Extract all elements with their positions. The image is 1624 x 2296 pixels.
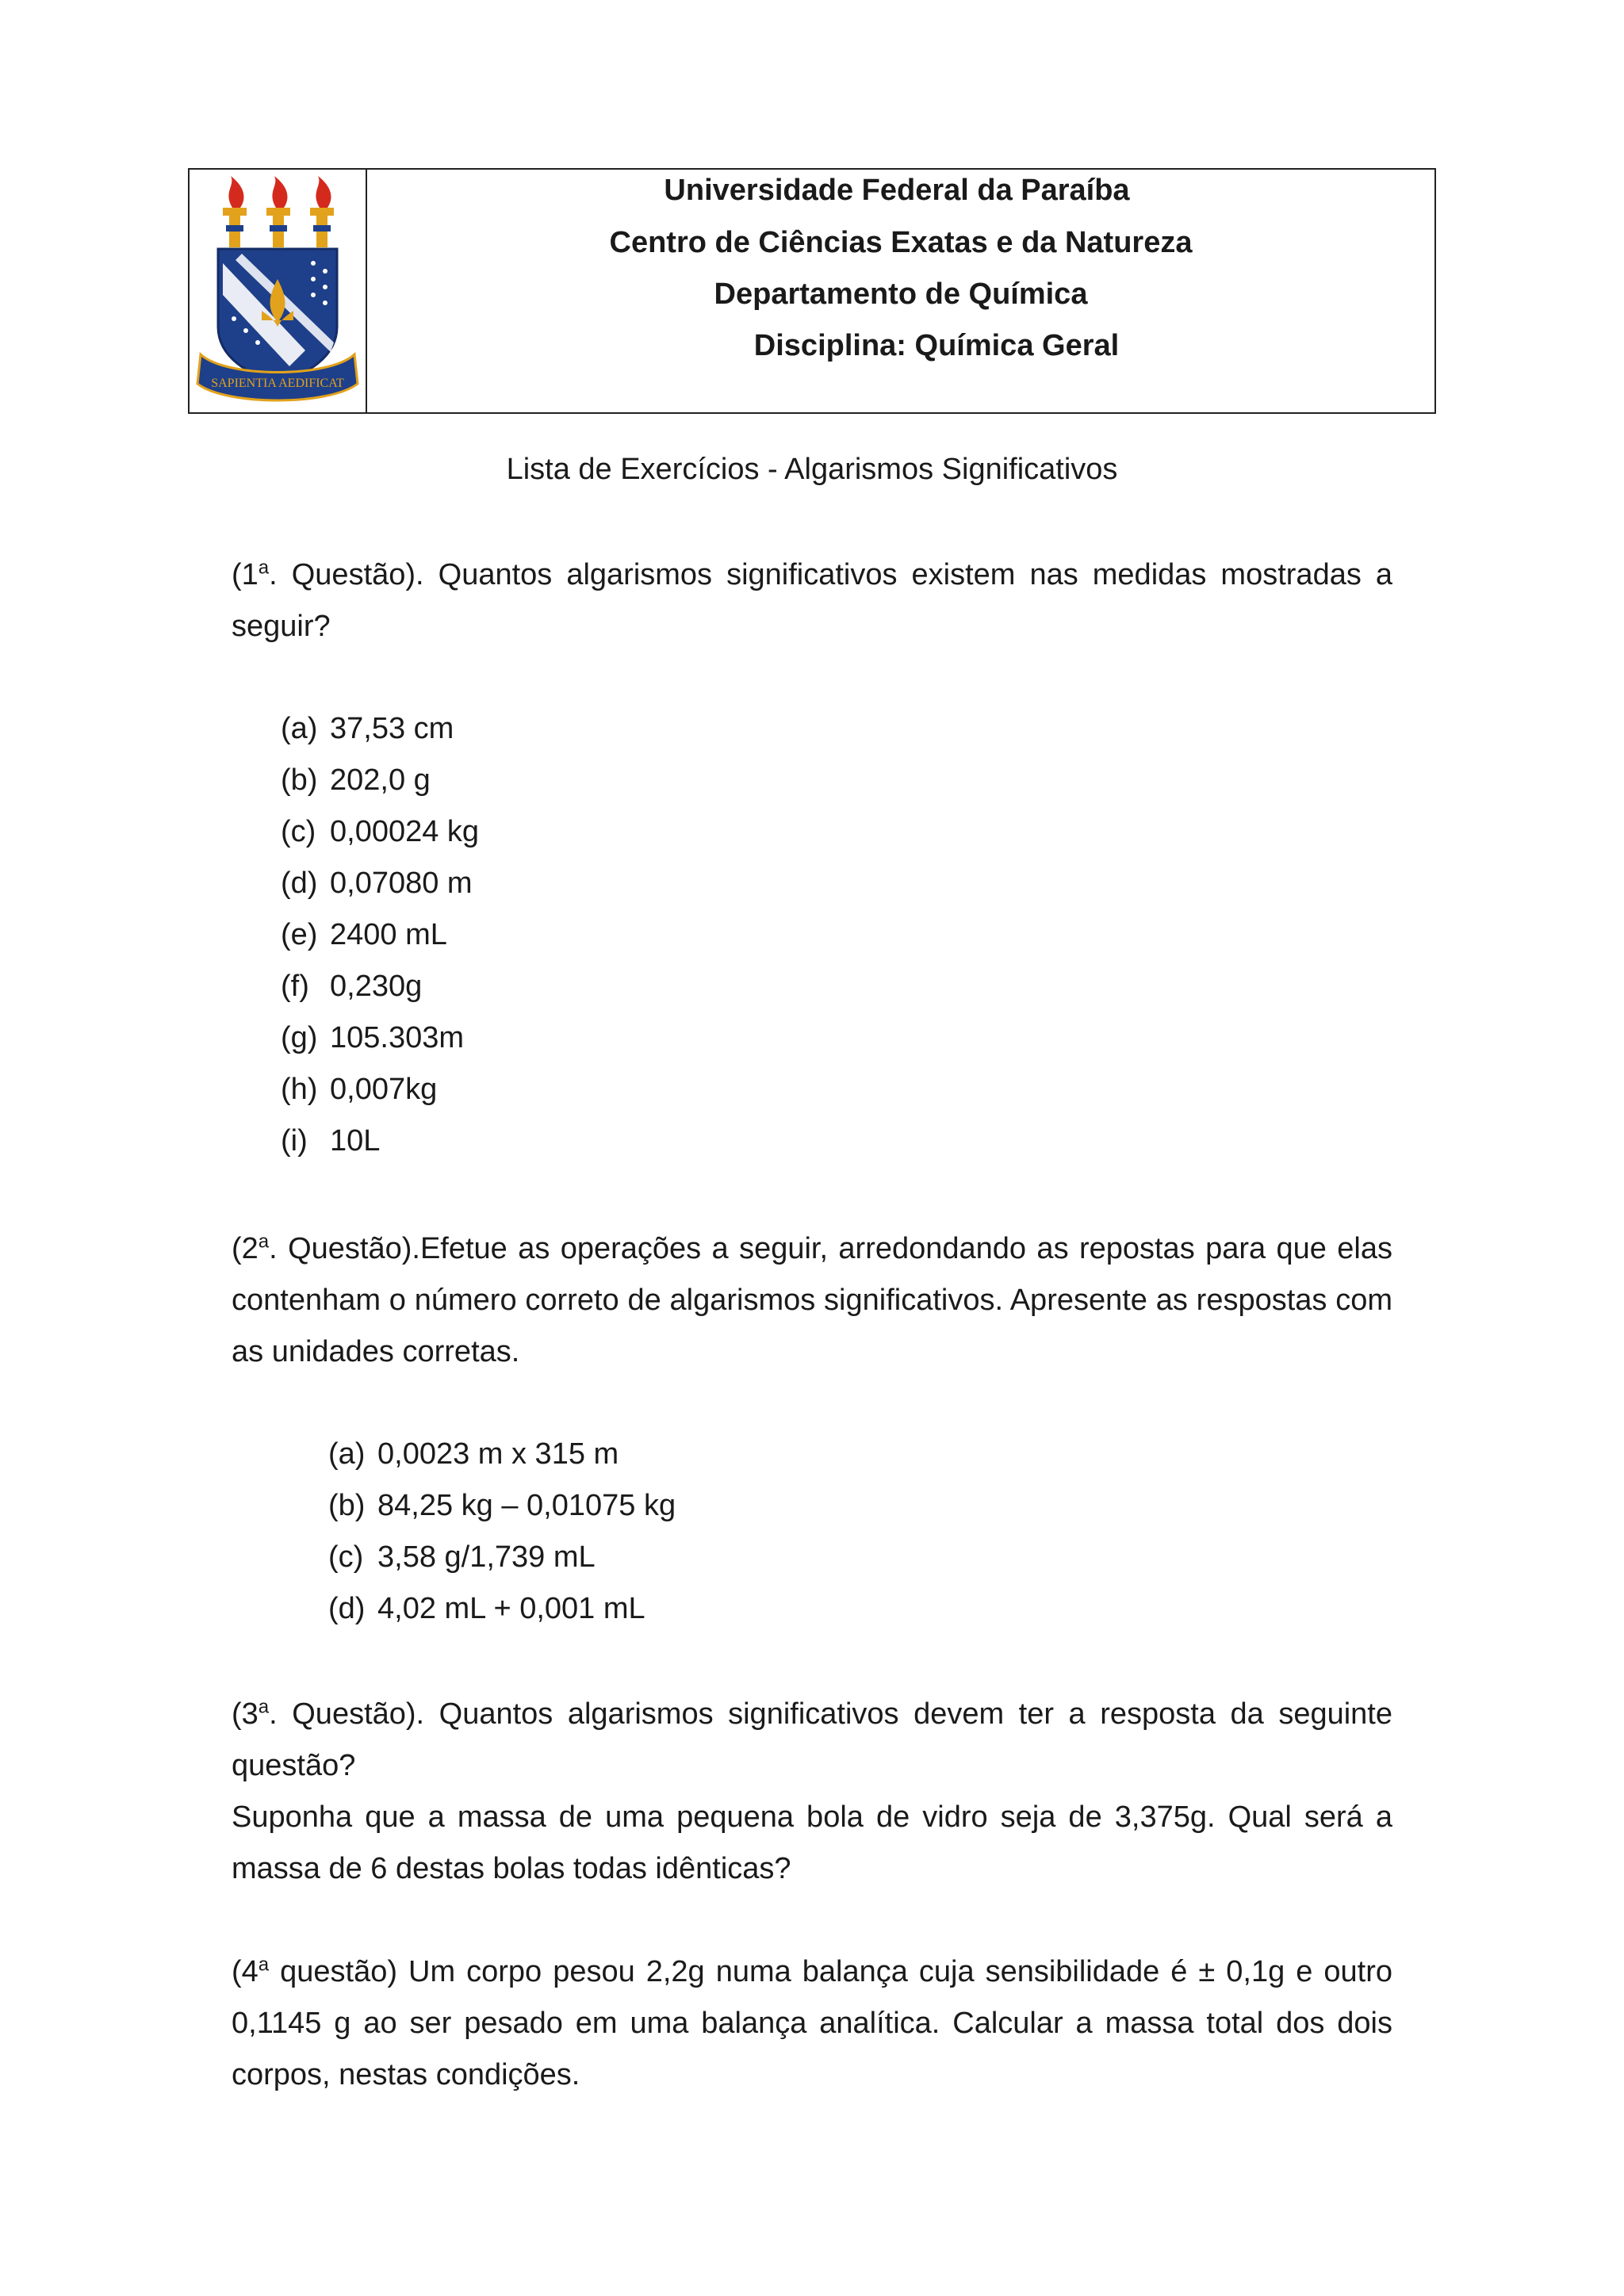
- question-1-items: [281, 703, 479, 1167]
- question-3-prefix: (3: [232, 1697, 259, 1731]
- list-item: (i) 10L: [281, 1124, 381, 1158]
- question-4-ordinal: a: [258, 1954, 270, 1976]
- question-2-items: [328, 1429, 676, 1635]
- question-2-body: . Questão).Efetue as operações a seguir, arredondando as repostas para que elas contenham o número correto de algarismos significativos. Apresente as respostas com as unidades corretas.: [232, 1232, 1392, 1368]
- list-item: (d) 0,07080 m: [281, 867, 473, 900]
- logo-motto: SAPIENTIA AEDIFICAT: [211, 377, 344, 390]
- question-3-ordinal: a: [258, 1696, 270, 1718]
- list-item: (c) 0,00024 kg: [281, 815, 480, 848]
- discipline-name: Disciplina: Química Geral: [753, 329, 1120, 362]
- list-item: (a) 37,53 cm: [281, 712, 454, 745]
- list-item: (b) 84,25 kg – 0,01075 kg: [328, 1489, 676, 1522]
- question-1-body: . Questão). Quantos algarismos significativos existem nas medidas mostradas a seguir?: [232, 558, 1392, 643]
- question-3-text: [232, 1689, 1392, 1792]
- question-4-prefix: (4: [232, 1955, 259, 1988]
- list-item: (h) 0,007kg: [281, 1073, 438, 1106]
- question-1-prefix: (1: [232, 558, 259, 591]
- logo-cell: [190, 170, 367, 412]
- list-title: Lista de Exercícios - Algarismos Significativos: [506, 453, 1118, 486]
- question-4-text: [232, 1946, 1392, 2101]
- list-item: (b) 202,0 g: [281, 763, 431, 797]
- list-item: (d) 4,02 mL + 0,001 mL: [328, 1592, 645, 1625]
- list-item: (c) 3,58 g/1,739 mL: [328, 1540, 596, 1574]
- question-3-problem: Suponha que a massa de uma pequena bola de vidro seja de 3,375g. Qual será a massa de 6 destas bolas todas idênticas?: [232, 1800, 1392, 1885]
- torch-right-icon: [310, 176, 334, 247]
- list-item: (g) 105.303m: [281, 1021, 465, 1054]
- list-item: (a) 0,0023 m x 315 m: [328, 1437, 619, 1471]
- question-2-ordinal: a: [258, 1230, 270, 1253]
- question-4-body: questão) Um corpo pesou 2,2g numa balança cuja sensibilidade é ± 0,1g e outro 0,1145 g ao ser pesado em uma balança analítica. Calcular a massa total dos dois corpos, nestas condições.: [232, 1955, 1392, 2091]
- center-name: Centro de Ciências Exatas e da Natureza: [609, 226, 1193, 259]
- question-1-text: [232, 549, 1392, 652]
- header-box: [188, 168, 1436, 414]
- torch-left-icon: [223, 176, 247, 247]
- question-1-ordinal: a: [258, 557, 270, 579]
- list-item: (e) 2400 mL: [281, 918, 447, 951]
- question-2-text: [232, 1223, 1392, 1378]
- question-2-prefix: (2: [232, 1232, 259, 1265]
- torch-center-icon: [266, 176, 290, 247]
- header-titles: [367, 170, 1434, 412]
- university-name: Universidade Federal da Paraíba: [664, 174, 1130, 207]
- ufpb-logo-icon: [194, 176, 361, 406]
- department-name: Departamento de Química: [714, 277, 1088, 311]
- list-item: (f) 0,230g: [281, 970, 423, 1003]
- question-3-body: . Questão). Quantos algarismos significativos devem ter a resposta da seguinte questão?: [232, 1697, 1392, 1782]
